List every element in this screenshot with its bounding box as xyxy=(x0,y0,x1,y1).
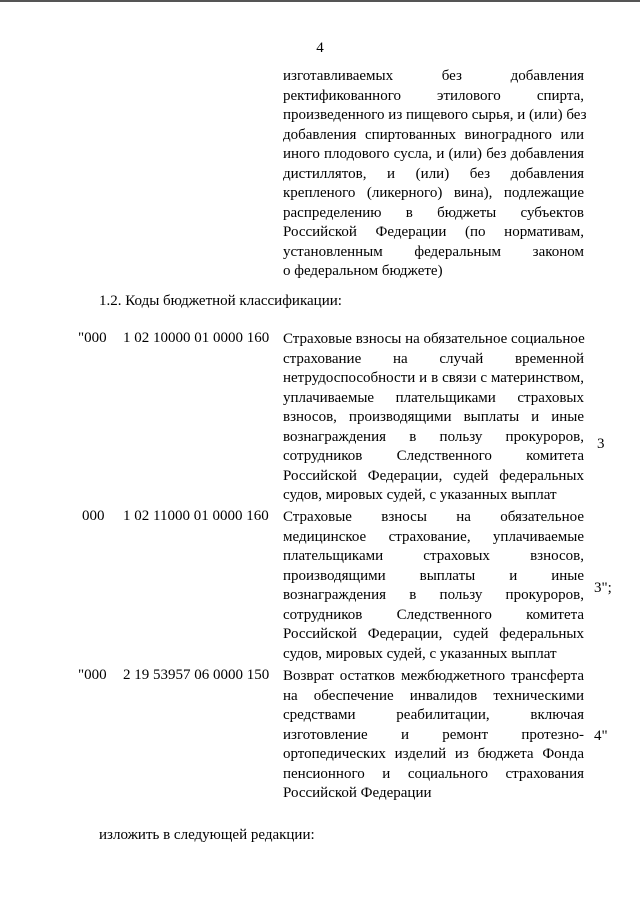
row1-description-line: сотрудников Следственного комитета xyxy=(283,448,584,464)
row3-description-line: Российской Федерации xyxy=(283,785,432,801)
closing-text: изложить в следующей редакции: xyxy=(99,827,315,843)
row2-description-line: плательщиками страховых взносов, xyxy=(283,548,584,564)
row3-description-line: ортопедических изделий из бюджета Фонда xyxy=(283,746,584,762)
row2-description-line: производящими выплаты и иные xyxy=(283,567,584,584)
continuation-text xyxy=(283,67,587,282)
continuation-line: о федеральном бюджете) xyxy=(283,263,443,279)
row3-description xyxy=(283,667,584,804)
row1-description-line: Российской Федерации, судей федеральных xyxy=(283,467,584,484)
row3-kbk-code: 2 19 53957 06 0000 150 xyxy=(123,667,270,683)
top-border-line xyxy=(0,0,640,2)
row2-description-line: Страховые взносы на обязательное xyxy=(283,509,584,525)
continuation-line: распределению в бюджеты субъектов xyxy=(283,204,584,221)
row2-kbk-code: 1 02 11000 01 0000 160 xyxy=(123,508,269,524)
row3-admin-code: "000 xyxy=(78,667,107,683)
row3-description-line: средствами реабилитации, включая xyxy=(283,707,584,723)
row2-admin-code: 000 xyxy=(82,508,105,524)
row3-norm: 4" xyxy=(594,728,608,744)
row1-description-line: судов, мировых судей, с указанных выплат xyxy=(283,487,557,503)
continuation-line: изготавливаемых без добавления xyxy=(283,68,584,84)
row1-description-line: страхование на случай временной xyxy=(283,350,584,367)
row2-description-line: Российской Федерации, судей федеральных xyxy=(283,626,584,642)
row3-description-line: на обеспечение инвалидов техническими xyxy=(283,687,584,704)
row1-description-line: уплачиваемые плательщиками страховых xyxy=(283,389,584,406)
row2-description-line: вознаграждения в пользу прокуроров, xyxy=(283,587,584,603)
row1-kbk-code: 1 02 10000 01 0000 160 xyxy=(123,330,270,346)
row3-description-line: пенсионного и социального страхования xyxy=(283,765,584,782)
row1-admin-code: "000 xyxy=(78,330,107,346)
row2-norm: 3"; xyxy=(594,580,612,596)
continuation-line: дистиллятов, и (или) без добавления xyxy=(283,165,584,182)
row3-description-line: Возврат остатков межбюджетного трансферта xyxy=(283,668,584,684)
continuation-line: установленным федеральным законом xyxy=(283,243,584,260)
row2-description-line: судов, мировых судей, с указанных выплат xyxy=(283,645,557,662)
section-heading: 1.2. Коды бюджетной классификации: xyxy=(99,293,342,309)
row1-description-line: взносов, производящими выплаты и иные xyxy=(283,409,584,425)
continuation-line: произведенного из пищевого сырья, и (или) без xyxy=(283,107,587,123)
row2-description-line: сотрудников Следственного комитета xyxy=(283,606,584,623)
row3-description-line: изготовление и ремонт протезно- xyxy=(283,726,584,743)
continuation-line: ректификованного этилового спирта, xyxy=(283,87,584,104)
row1-norm: 3 xyxy=(597,436,605,452)
continuation-line: крепленого (ликерного) вина), подлежащие xyxy=(283,185,584,201)
row1-description-line: вознаграждения в пользу прокуроров, xyxy=(283,428,584,445)
page-number: 4 xyxy=(316,40,324,56)
row1-description xyxy=(283,330,584,506)
row2-description xyxy=(283,508,584,664)
row1-description-line: Страховые взносы на обязательное социальное xyxy=(283,331,585,347)
row1-description-line: нетрудоспособности и в связи с материнством, xyxy=(283,370,584,386)
continuation-line: добавления спиртованных виноградного или xyxy=(283,126,584,143)
row2-description-line: медицинское страхование, уплачиваемые xyxy=(283,528,584,545)
continuation-line: иного плодового сусла, и (или) без добавления xyxy=(283,146,584,162)
continuation-line: Российской Федерации (по нормативам, xyxy=(283,224,584,240)
